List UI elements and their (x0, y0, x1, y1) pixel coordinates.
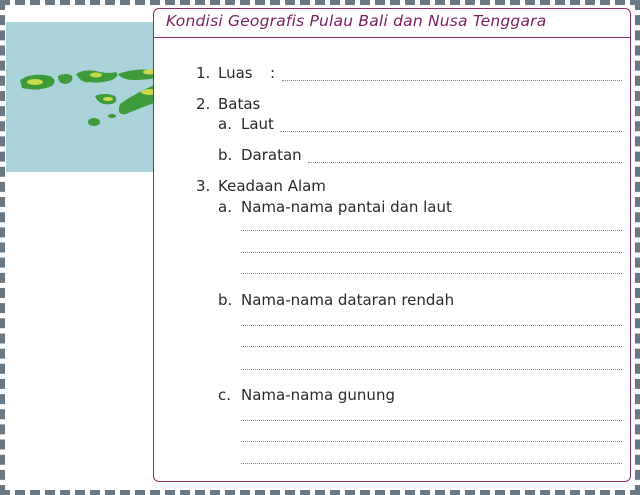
item-number-batas: 2. (196, 95, 211, 113)
sub-label-laut: Laut (241, 115, 274, 133)
sub-label-dataran: Nama-nama dataran rendah (241, 291, 455, 309)
item-number-keadaan: 3. (196, 177, 211, 195)
item-label-keadaan: Keadaan Alam (218, 177, 326, 195)
answer-line-laut[interactable] (280, 131, 622, 132)
answer-line-pantai-2[interactable] (241, 252, 622, 253)
sub-letter-dataran: b. (218, 291, 233, 309)
title-divider (153, 37, 631, 38)
answer-line-gunung-2[interactable] (241, 441, 622, 442)
sub-label-pantai: Nama-nama pantai dan laut (241, 198, 452, 216)
sub-letter-laut: a. (218, 115, 232, 133)
sub-letter-gunung: c. (218, 386, 232, 404)
sub-letter-daratan: b. (218, 146, 233, 164)
answer-line-dataran-1[interactable] (241, 325, 622, 326)
answer-line-daratan[interactable] (308, 162, 622, 163)
worksheet-title: Kondisi Geografis Pulau Bali dan Nusa Tenggara (166, 12, 547, 30)
answer-line-gunung-3[interactable] (241, 463, 622, 464)
answer-line-pantai-3[interactable] (241, 273, 622, 274)
item-number-luas: 1. (196, 64, 211, 82)
item-label-batas: Batas (218, 95, 261, 113)
answer-line-dataran-3[interactable] (241, 369, 622, 370)
answer-line-gunung-1[interactable] (241, 420, 622, 421)
answer-line-pantai-1[interactable] (241, 230, 622, 231)
sub-label-gunung: Nama-nama gunung (241, 386, 395, 404)
sub-letter-pantai: a. (218, 198, 232, 216)
item-label-luas: Luas (218, 64, 253, 82)
colon: : (270, 64, 276, 82)
answer-line-dataran-2[interactable] (241, 346, 622, 347)
answer-line-luas[interactable] (282, 80, 622, 81)
sub-label-daratan: Daratan (241, 146, 302, 164)
